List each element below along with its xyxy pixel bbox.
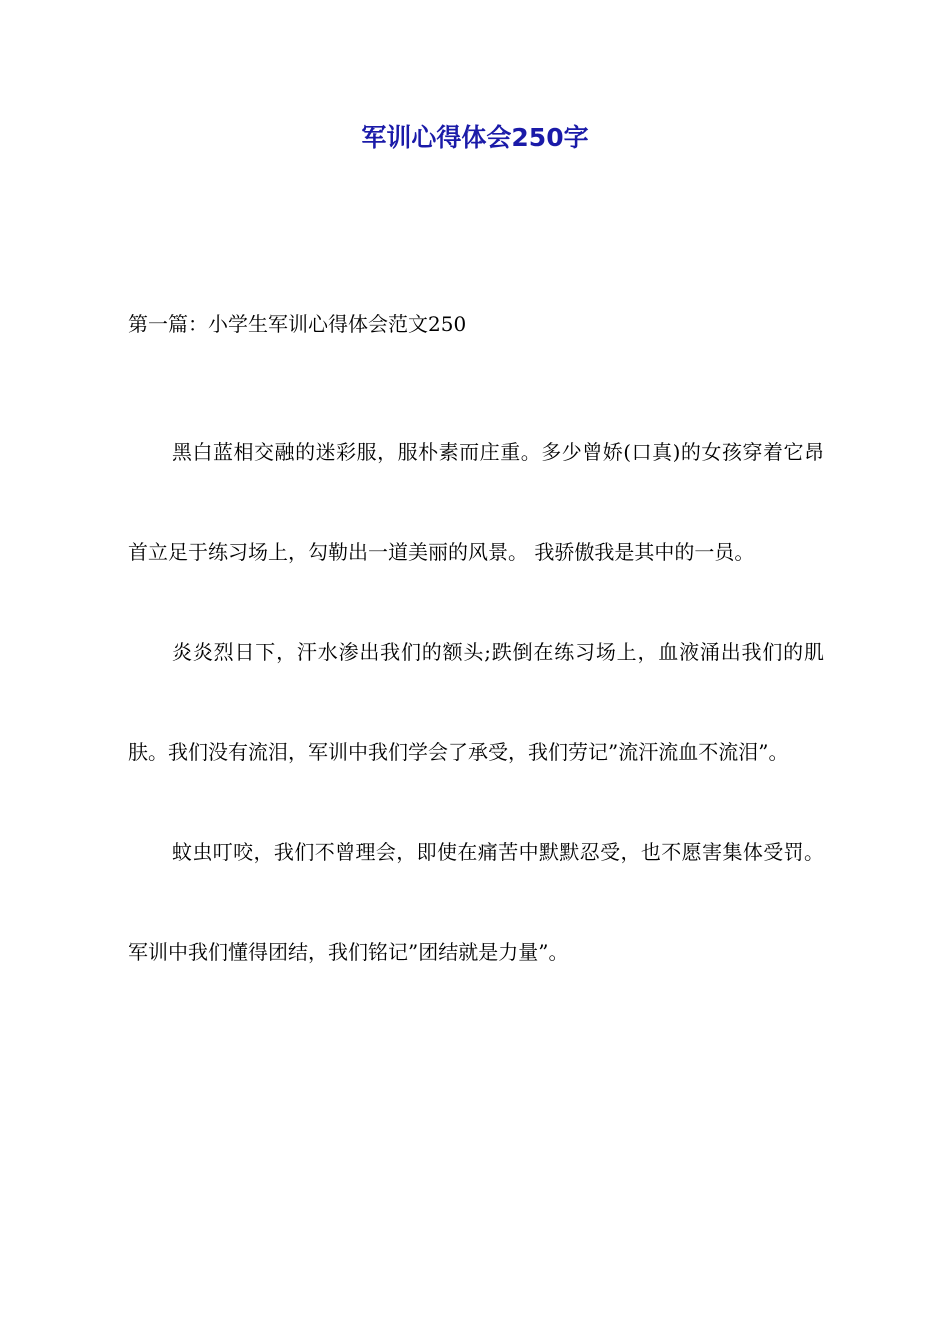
paragraph-3: 蚊虫叮咬，我们不曾理会，即使在痛苦中默默忍受，也不愿害集体受罚。军训中我们懂得团结，我们铭记”团结就是力量”。 [128,840,824,964]
section-heading: 第一篇：小学生军训心得体会范文250 [128,312,467,336]
paragraph-2: 炎炎烈日下，汗水渗出我们的额头;跌倒在练习场上，血液涌出我们的肌肤。我们没有流泪，军训中我们学会了承受，我们劳记”流汗流血不流泪”。 [128,640,824,764]
paragraph-1: 黑白蓝相交融的迷彩服，服朴素而庄重。多少曾娇(口真)的女孩穿着它昂首立足于练习场上，勾勒出一道美丽的风景。 我骄傲我是其中的一员。 [128,440,824,564]
document-body [128,300,824,1002]
document-title: 军训心得体会250字 [361,123,589,152]
